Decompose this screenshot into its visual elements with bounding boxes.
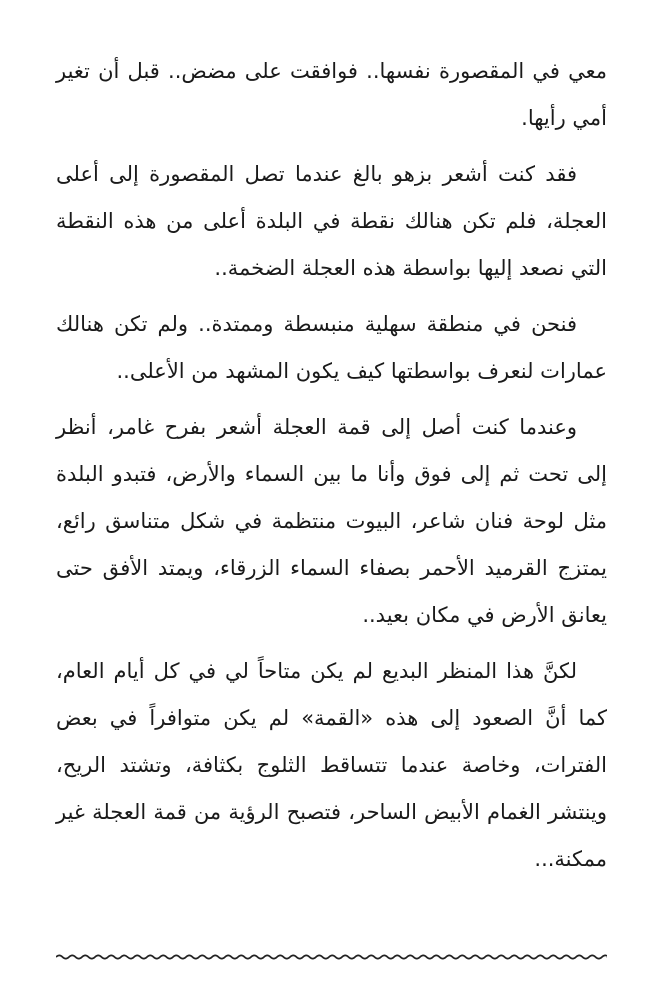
paragraph-5: لكنَّ هذا المنظر البديع لم يكن متاحاً لي في كل أيام العام، كما أنَّ الصعود إلى هذه «القمة» لم يكن متوافراً في بعض الفترات، وخاصة عندما تتساقط الثلوج بكثافة، وتشتد الريح، وينتشر الغمام الأبيض الساحر، فتصبح الرؤية من قمة العجلة غير ممكنة...	[56, 659, 607, 871]
paragraph-1: معي في المقصورة نفسها.. فوافقت على مضض.. قبل أن تغير أمي رأيها.	[56, 59, 607, 130]
paragraph-4: وعندما كنت أصل إلى قمة العجلة أشعر بفرح غامر، أنظر إلى تحت ثم إلى فوق وأنا ما بين السماء والأرض، فتبدو البلدة مثل لوحة فنان شاعر، البيوت منتظمة في شكل متناسق رائع، يمتزج القرميد الأحمر بصفاء السماء الزرقاء، ويمتد الأفق حتى يعانق الأرض في مكان بعيد..	[56, 415, 607, 627]
paragraph-3: فنحن في منطقة سهلية منبسطة وممتدة.. ولم تكن هنالك عمارات لنعرف بواسطتها كيف يكون المشهد من الأعلى..	[56, 312, 607, 383]
text-page	[56, 48, 607, 883]
paragraph-2: فقد كنت أشعر بزهو بالغ عندما تصل المقصورة إلى أعلى العجلة، فلم تكن هنالك نقطة في البلدة أعلى من هذه النقطة التي نصعد إليها بواسطة هذه العجلة الضخمة..	[56, 162, 607, 280]
wavy-divider	[56, 948, 607, 966]
